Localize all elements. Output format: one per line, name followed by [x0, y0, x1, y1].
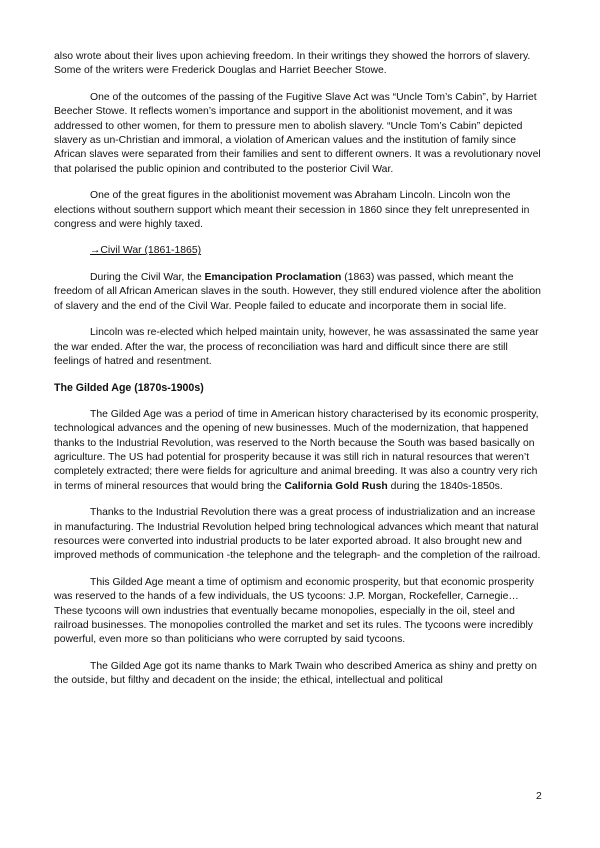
- emancipation-text-after: (1863) was passed, which meant the freedom of all African American slaves in the south. However, they still endured violence after the abolition of slavery and the end of the Civil War. People failed to educate and incorporate them in social life.: [54, 271, 541, 312]
- gilded-text-before: The Gilded Age was a period of time in American history characterised by its economic prosperity, technological advances and the opening of new businesses. Much of the modernization, that happened thanks to the Industrial Revolution, was reserved to the North because the South was based basically on agriculture. The US had potential for prosperity because it was still rich in natural resources that weren’t completely extracted; there were fields for agriculture and animal breeding. It was also a country very rich in terms of mineral resources that would bring the: [54, 408, 539, 492]
- gilded-text-after: during the 1840s-1850s.: [387, 480, 503, 492]
- paragraph-writers: also wrote about their lives upon achieving freedom. In their writings they showed the horrors of slavery. Some of the writers were Frederick Douglas and Harriet Beecher Stowe.: [54, 51, 531, 77]
- paragraph-emancipation: [54, 271, 544, 314]
- paragraph-tycoons: This Gilded Age meant a time of optimism and economic prosperity, but that economic prosperity was reserved to the hands of a few individuals, the US tycoons: J.P. Morgan, Rockefeller, Carnegie… These tycoons will own industries that eventually became monopolies, especially in the oil, steel and railroad businesses. The monopolies controlled the market and set its rules. The tycoons were incredibly powerful, even more so than politicians who were corrupted by said tycoons.: [54, 576, 534, 646]
- document-page: [54, 50, 544, 701]
- emancipation-bold: Emancipation Proclamation: [204, 271, 342, 283]
- paragraph-uncle-toms-cabin: One of the outcomes of the passing of the Fugitive Slave Act was “Uncle Tom’s Cabin”, by Harriet Beecher Stowe. It reflects women’s importance and support in the abolitionist movement, and it was addressed to other women, for them to pressure men to abolish slavery. “Uncle Tom’s Cabin” depicted slavery as un-Christian and immoral, a violation of American values and the institution of family since African slaves were separated from their families and sent to different owners. It was a revolutionary novel that polarised the public opinion and contributed to the posterior Civil War.: [54, 91, 541, 175]
- paragraph-gilded-age: [54, 408, 544, 494]
- emancipation-text-before: During the Civil War, the: [90, 271, 205, 283]
- paragraph-reelection: Lincoln was re-elected which helped maintain unity, however, he was assassinated the same year the war ended. After the war, the process of reconciliation was hard and difficult since there are still feelings of hatred and resentment.: [54, 327, 539, 367]
- paragraph-mark-twain: The Gilded Age got its name thanks to Mark Twain who described America as shiny and pretty on the outside, but filthy and decadent on the inside; the ethical, intellectual and political: [54, 660, 537, 687]
- civil-war-subheading: →Civil War (1861-1865): [90, 245, 202, 257]
- paragraph-lincoln: One of the great figures in the abolitionist movement was Abraham Lincoln. Lincoln won the elections without southern support which meant their secession in 1860 since they felt unrepresented in congress and were highly taxed.: [54, 190, 530, 231]
- gold-rush-bold: California Gold Rush: [284, 480, 388, 492]
- paragraph-industrial-revolution: Thanks to the Industrial Revolution there was a great process of industrialization and an increase in manufacturing. The Industrial Revolution helped bring technological advances which meant that natural resources were converted into industrial products to be later exported abroad. It also brought new and improved methods of communication -the telephone and the telegraph- and the completion of the railroad.: [54, 507, 541, 562]
- gilded-age-heading: The Gilded Age (1870s-1900s): [54, 382, 204, 395]
- page-number: 2: [536, 791, 542, 802]
